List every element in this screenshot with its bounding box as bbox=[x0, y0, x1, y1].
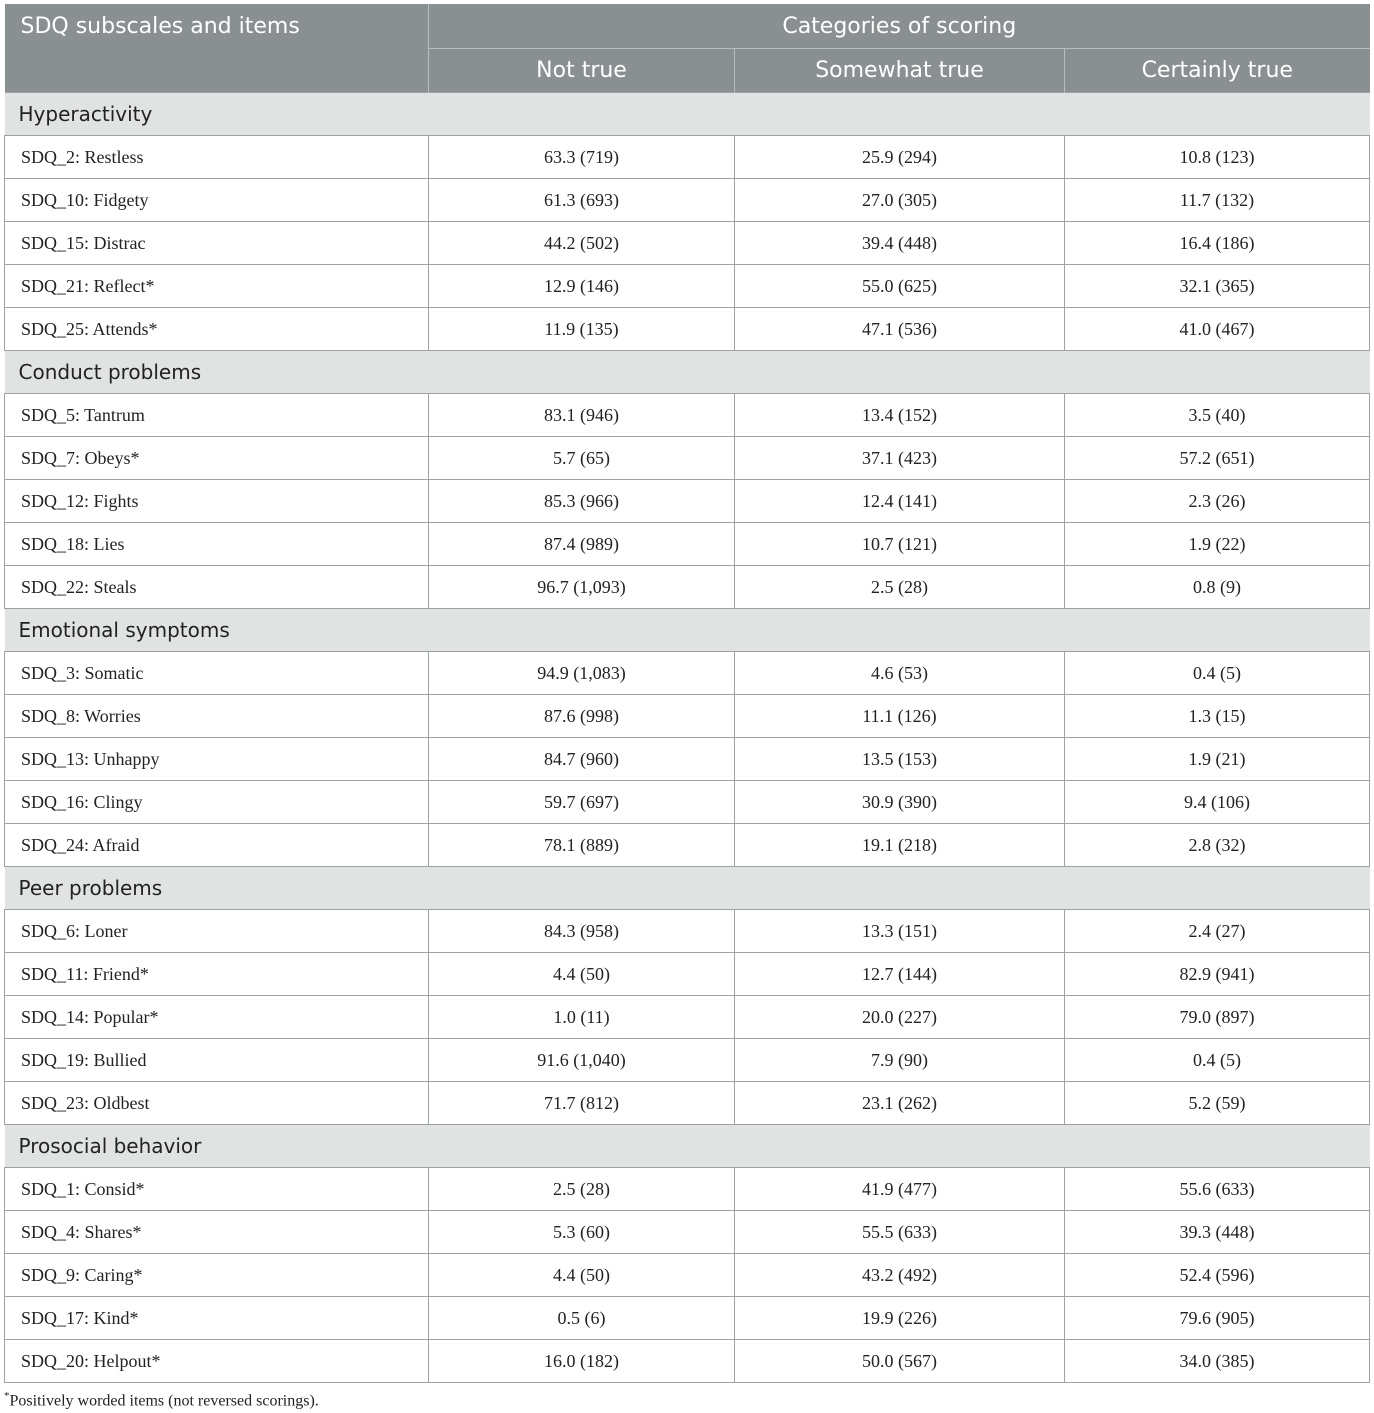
not-true-cell: 78.1 (889) bbox=[429, 824, 735, 867]
somewhat-true-cell: 50.0 (567) bbox=[735, 1340, 1065, 1383]
column-header-somewhat-true: Somewhat true bbox=[735, 49, 1065, 93]
table-row bbox=[5, 781, 1370, 824]
item-label: SDQ_19: Bullied bbox=[5, 1039, 429, 1082]
certainly-true-cell: 41.0 (467) bbox=[1065, 308, 1370, 351]
item-label: SDQ_25: Attends* bbox=[5, 308, 429, 351]
table-row bbox=[5, 566, 1370, 609]
table-row bbox=[5, 308, 1370, 351]
table-row bbox=[5, 265, 1370, 308]
table-row bbox=[5, 996, 1370, 1039]
item-label: SDQ_14: Popular* bbox=[5, 996, 429, 1039]
not-true-cell: 5.3 (60) bbox=[429, 1211, 735, 1254]
sdq-table bbox=[4, 4, 1370, 1383]
not-true-cell: 96.7 (1,093) bbox=[429, 566, 735, 609]
somewhat-true-cell: 30.9 (390) bbox=[735, 781, 1065, 824]
table-row bbox=[5, 652, 1370, 695]
somewhat-true-cell: 12.7 (144) bbox=[735, 953, 1065, 996]
table-row bbox=[5, 523, 1370, 566]
footnote bbox=[4, 1390, 319, 1410]
certainly-true-cell: 55.6 (633) bbox=[1065, 1168, 1370, 1211]
item-label: SDQ_24: Afraid bbox=[5, 824, 429, 867]
item-label: SDQ_17: Kind* bbox=[5, 1297, 429, 1340]
not-true-cell: 59.7 (697) bbox=[429, 781, 735, 824]
section-row bbox=[5, 609, 1370, 652]
section-row bbox=[5, 867, 1370, 910]
section-title: Hyperactivity bbox=[5, 93, 1370, 136]
item-label: SDQ_20: Helpout* bbox=[5, 1340, 429, 1383]
certainly-true-cell: 1.3 (15) bbox=[1065, 695, 1370, 738]
item-label: SDQ_21: Reflect* bbox=[5, 265, 429, 308]
not-true-cell: 1.0 (11) bbox=[429, 996, 735, 1039]
not-true-cell: 63.3 (719) bbox=[429, 136, 735, 179]
certainly-true-cell: 52.4 (596) bbox=[1065, 1254, 1370, 1297]
somewhat-true-cell: 39.4 (448) bbox=[735, 222, 1065, 265]
item-label: SDQ_8: Worries bbox=[5, 695, 429, 738]
not-true-cell: 94.9 (1,083) bbox=[429, 652, 735, 695]
certainly-true-cell: 82.9 (941) bbox=[1065, 953, 1370, 996]
table-row bbox=[5, 1039, 1370, 1082]
not-true-cell: 71.7 (812) bbox=[429, 1082, 735, 1125]
table-row bbox=[5, 1254, 1370, 1297]
somewhat-true-cell: 20.0 (227) bbox=[735, 996, 1065, 1039]
somewhat-true-cell: 13.3 (151) bbox=[735, 910, 1065, 953]
certainly-true-cell: 9.4 (106) bbox=[1065, 781, 1370, 824]
item-label: SDQ_1: Consid* bbox=[5, 1168, 429, 1211]
somewhat-true-cell: 55.0 (625) bbox=[735, 265, 1065, 308]
somewhat-true-cell: 7.9 (90) bbox=[735, 1039, 1065, 1082]
somewhat-true-cell: 43.2 (492) bbox=[735, 1254, 1065, 1297]
table-row bbox=[5, 480, 1370, 523]
somewhat-true-cell: 19.1 (218) bbox=[735, 824, 1065, 867]
column-header-certainly-true: Certainly true bbox=[1065, 49, 1370, 93]
item-label: SDQ_18: Lies bbox=[5, 523, 429, 566]
section-row bbox=[5, 351, 1370, 394]
somewhat-true-cell: 27.0 (305) bbox=[735, 179, 1065, 222]
not-true-cell: 85.3 (966) bbox=[429, 480, 735, 523]
not-true-cell: 84.7 (960) bbox=[429, 738, 735, 781]
item-label: SDQ_7: Obeys* bbox=[5, 437, 429, 480]
somewhat-true-cell: 4.6 (53) bbox=[735, 652, 1065, 695]
certainly-true-cell: 0.4 (5) bbox=[1065, 652, 1370, 695]
certainly-true-cell: 2.4 (27) bbox=[1065, 910, 1370, 953]
table-row bbox=[5, 1082, 1370, 1125]
table-row bbox=[5, 738, 1370, 781]
table-row bbox=[5, 437, 1370, 480]
item-label: SDQ_9: Caring* bbox=[5, 1254, 429, 1297]
table-row bbox=[5, 179, 1370, 222]
not-true-cell: 4.4 (50) bbox=[429, 953, 735, 996]
table-body bbox=[5, 93, 1370, 1383]
not-true-cell: 44.2 (502) bbox=[429, 222, 735, 265]
certainly-true-cell: 0.4 (5) bbox=[1065, 1039, 1370, 1082]
somewhat-true-cell: 13.4 (152) bbox=[735, 394, 1065, 437]
somewhat-true-cell: 37.1 (423) bbox=[735, 437, 1065, 480]
somewhat-true-cell: 25.9 (294) bbox=[735, 136, 1065, 179]
somewhat-true-cell: 47.1 (536) bbox=[735, 308, 1065, 351]
item-label: SDQ_15: Distrac bbox=[5, 222, 429, 265]
not-true-cell: 11.9 (135) bbox=[429, 308, 735, 351]
section-title: Conduct problems bbox=[5, 351, 1370, 394]
table-row bbox=[5, 222, 1370, 265]
certainly-true-cell: 0.8 (9) bbox=[1065, 566, 1370, 609]
table-row bbox=[5, 910, 1370, 953]
certainly-true-cell: 79.0 (897) bbox=[1065, 996, 1370, 1039]
somewhat-true-cell: 23.1 (262) bbox=[735, 1082, 1065, 1125]
certainly-true-cell: 57.2 (651) bbox=[1065, 437, 1370, 480]
item-label: SDQ_16: Clingy bbox=[5, 781, 429, 824]
certainly-true-cell: 5.2 (59) bbox=[1065, 1082, 1370, 1125]
not-true-cell: 12.9 (146) bbox=[429, 265, 735, 308]
somewhat-true-cell: 13.5 (153) bbox=[735, 738, 1065, 781]
somewhat-true-cell: 12.4 (141) bbox=[735, 480, 1065, 523]
not-true-cell: 0.5 (6) bbox=[429, 1297, 735, 1340]
certainly-true-cell: 1.9 (21) bbox=[1065, 738, 1370, 781]
not-true-cell: 4.4 (50) bbox=[429, 1254, 735, 1297]
item-label: SDQ_22: Steals bbox=[5, 566, 429, 609]
not-true-cell: 91.6 (1,040) bbox=[429, 1039, 735, 1082]
certainly-true-cell: 11.7 (132) bbox=[1065, 179, 1370, 222]
certainly-true-cell: 3.5 (40) bbox=[1065, 394, 1370, 437]
item-label: SDQ_2: Restless bbox=[5, 136, 429, 179]
item-label: SDQ_4: Shares* bbox=[5, 1211, 429, 1254]
table-row bbox=[5, 1211, 1370, 1254]
certainly-true-cell: 16.4 (186) bbox=[1065, 222, 1370, 265]
somewhat-true-cell: 2.5 (28) bbox=[735, 566, 1065, 609]
table-row bbox=[5, 1297, 1370, 1340]
item-label: SDQ_3: Somatic bbox=[5, 652, 429, 695]
item-label: SDQ_6: Loner bbox=[5, 910, 429, 953]
certainly-true-cell: 79.6 (905) bbox=[1065, 1297, 1370, 1340]
table-row bbox=[5, 695, 1370, 738]
table-row bbox=[5, 824, 1370, 867]
certainly-true-cell: 10.8 (123) bbox=[1065, 136, 1370, 179]
somewhat-true-cell: 10.7 (121) bbox=[735, 523, 1065, 566]
certainly-true-cell: 34.0 (385) bbox=[1065, 1340, 1370, 1383]
categories-header: Categories of scoring bbox=[429, 4, 1370, 49]
somewhat-true-cell: 55.5 (633) bbox=[735, 1211, 1065, 1254]
item-label: SDQ_13: Unhappy bbox=[5, 738, 429, 781]
table-row bbox=[5, 1340, 1370, 1383]
item-label: SDQ_11: Friend* bbox=[5, 953, 429, 996]
section-title: Peer problems bbox=[5, 867, 1370, 910]
not-true-cell: 61.3 (693) bbox=[429, 179, 735, 222]
item-label: SDQ_23: Oldbest bbox=[5, 1082, 429, 1125]
certainly-true-cell: 39.3 (448) bbox=[1065, 1211, 1370, 1254]
stub-header: SDQ subscales and items bbox=[5, 4, 429, 93]
not-true-cell: 5.7 (65) bbox=[429, 437, 735, 480]
item-label: SDQ_10: Fidgety bbox=[5, 179, 429, 222]
table-row bbox=[5, 953, 1370, 996]
table-row bbox=[5, 394, 1370, 437]
certainly-true-cell: 1.9 (22) bbox=[1065, 523, 1370, 566]
not-true-cell: 87.4 (989) bbox=[429, 523, 735, 566]
somewhat-true-cell: 11.1 (126) bbox=[735, 695, 1065, 738]
table-header bbox=[5, 4, 1370, 93]
certainly-true-cell: 2.3 (26) bbox=[1065, 480, 1370, 523]
somewhat-true-cell: 41.9 (477) bbox=[735, 1168, 1065, 1211]
table-row bbox=[5, 136, 1370, 179]
section-row bbox=[5, 1125, 1370, 1168]
section-title: Prosocial behavior bbox=[5, 1125, 1370, 1168]
certainly-true-cell: 2.8 (32) bbox=[1065, 824, 1370, 867]
section-row bbox=[5, 93, 1370, 136]
footnote-marker: * bbox=[4, 1390, 10, 1402]
not-true-cell: 84.3 (958) bbox=[429, 910, 735, 953]
item-label: SDQ_12: Fights bbox=[5, 480, 429, 523]
not-true-cell: 2.5 (28) bbox=[429, 1168, 735, 1211]
footnote-text: Positively worded items (not reversed scorings). bbox=[9, 1392, 319, 1410]
not-true-cell: 87.6 (998) bbox=[429, 695, 735, 738]
section-title: Emotional symptoms bbox=[5, 609, 1370, 652]
table-row bbox=[5, 1168, 1370, 1211]
certainly-true-cell: 32.1 (365) bbox=[1065, 265, 1370, 308]
item-label: SDQ_5: Tantrum bbox=[5, 394, 429, 437]
somewhat-true-cell: 19.9 (226) bbox=[735, 1297, 1065, 1340]
not-true-cell: 16.0 (182) bbox=[429, 1340, 735, 1383]
not-true-cell: 83.1 (946) bbox=[429, 394, 735, 437]
column-header-not-true: Not true bbox=[429, 49, 735, 93]
